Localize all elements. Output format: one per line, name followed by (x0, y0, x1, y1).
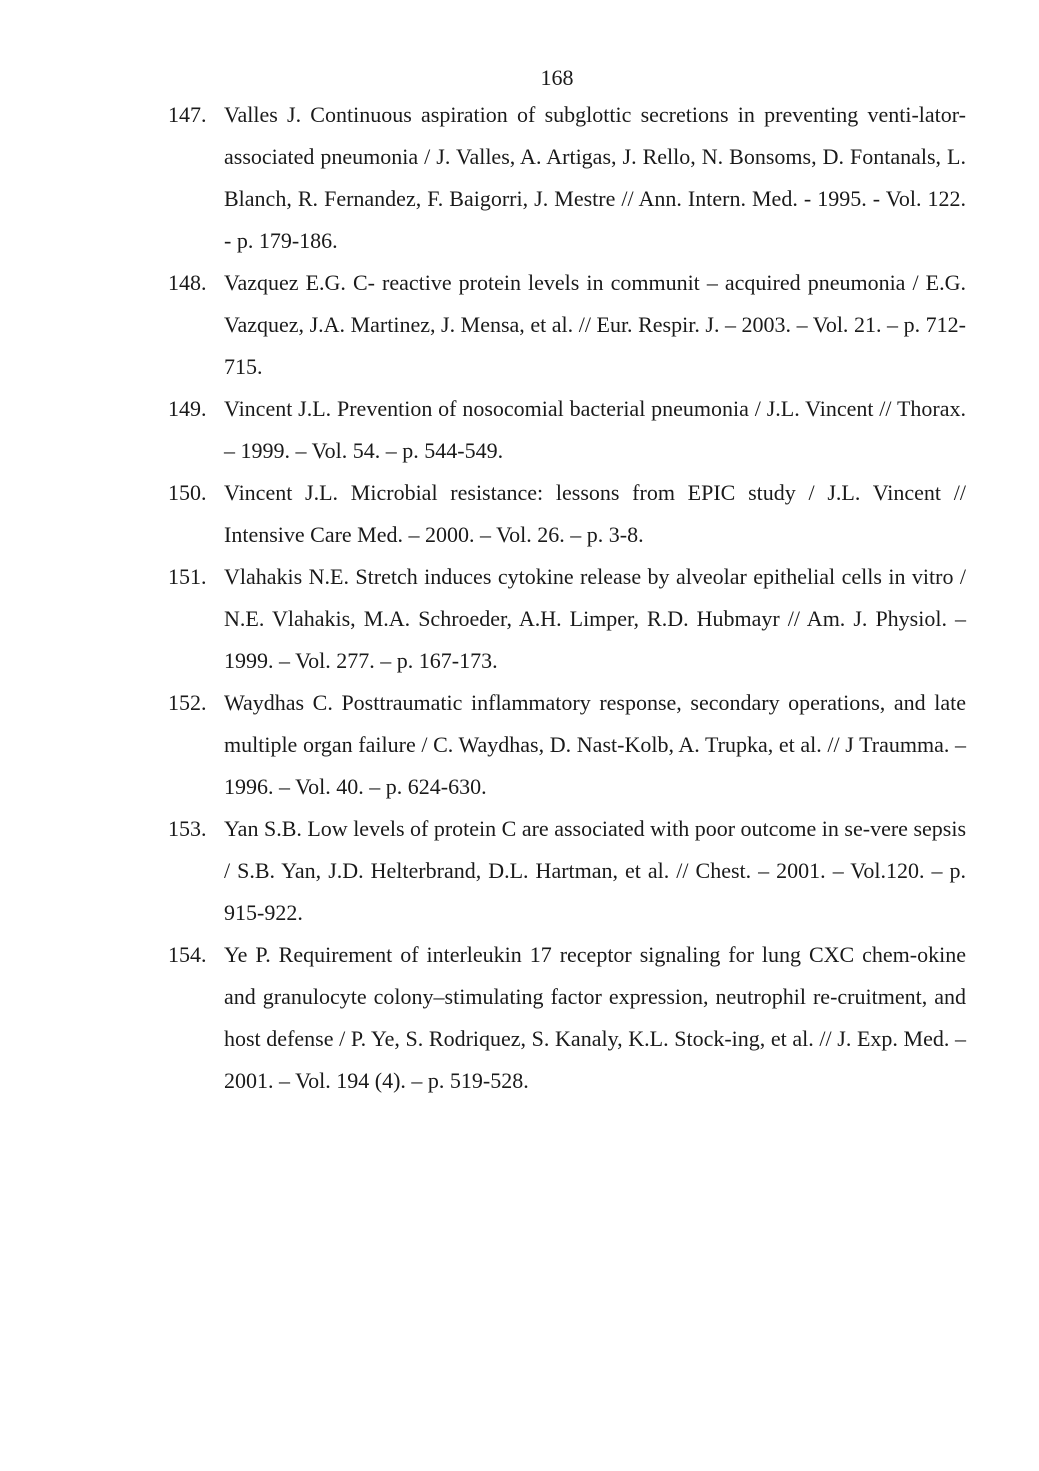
reference-text: Valles J. Continuous aspiration of subglottic secretions in preventing venti-lator-associated pneumonia / J. Valles, A. Artigas, J. Rello, N. Bonsoms, D. Fontanals, L. Blanch, R. Fernandez, F. Baigorri, J. Mestre // Ann. Intern. Med. - 1995. - Vol. 122. - p. 179-186. (224, 102, 966, 253)
reference-text: Yan S.B. Low levels of protein C are associated with poor outcome in se-vere sepsis / S.B. Yan, J.D. Helterbrand, D.L. Hartman, et al. // Chest. – 2001. – Vol.120. – p. 915-922. (224, 816, 966, 925)
reference-number: 154. (168, 942, 207, 967)
reference-item (168, 472, 966, 556)
reference-number: 150. (168, 480, 207, 505)
reference-text: Waydhas C. Posttraumatic inflammatory response, secondary operations, and late multiple organ failure / C. Waydhas, D. Nast-Kolb, A. Trupka, et al. // J Traumma. – 1996. – Vol. 40. – p. 624-630. (224, 690, 966, 799)
reference-text: Vlahakis N.E. Stretch induces cytokine release by alveolar epithelial cells in vitro / N.E. Vlahakis, M.A. Schroeder, A.H. Limper, R.D. Hubmayr // Am. J. Physiol. – 1999. – Vol. 277. – p. 167-173. (224, 564, 966, 673)
reference-item (168, 262, 966, 388)
reference-number: 151. (168, 564, 207, 589)
reference-text: Vincent J.L. Microbial resistance: lessons from EPIC study / J.L. Vincent // Intensive Care Med. – 2000. – Vol. 26. – p. 3-8. (224, 480, 966, 547)
reference-number: 148. (168, 270, 207, 295)
reference-list (168, 94, 966, 1102)
reference-number: 152. (168, 690, 207, 715)
reference-item (168, 934, 966, 1102)
reference-item (168, 94, 966, 262)
reference-text: Vazquez E.G. C- reactive protein levels in communit – acquired pneumonia / E.G. Vazquez, J.A. Martinez, J. Mensa, et al. // Eur. Respir. J. – 2003. – Vol. 21. – p. 712-715. (224, 270, 966, 379)
reference-number: 147. (168, 102, 207, 127)
reference-item (168, 808, 966, 934)
reference-number: 149. (168, 396, 207, 421)
page-number: 168 (540, 65, 574, 90)
reference-number: 153. (168, 816, 207, 841)
reference-text: Ye P. Requirement of interleukin 17 receptor signaling for lung CXC chem-okine and granulocyte colony–stimulating factor expression, neutrophil re-cruitment, and host defense / P. Ye, S. Rodriquez, S. Kanaly, K.L. Stock-ing, et al. // J. Exp. Med. – 2001. – Vol. 194 (4). – p. 519-528. (224, 942, 966, 1093)
reference-item (168, 556, 966, 682)
reference-item (168, 388, 966, 472)
reference-item (168, 682, 966, 808)
reference-text: Vincent J.L. Prevention of nosocomial bacterial pneumonia / J.L. Vincent // Thorax. – 1999. – Vol. 54. – p. 544-549. (224, 396, 966, 463)
